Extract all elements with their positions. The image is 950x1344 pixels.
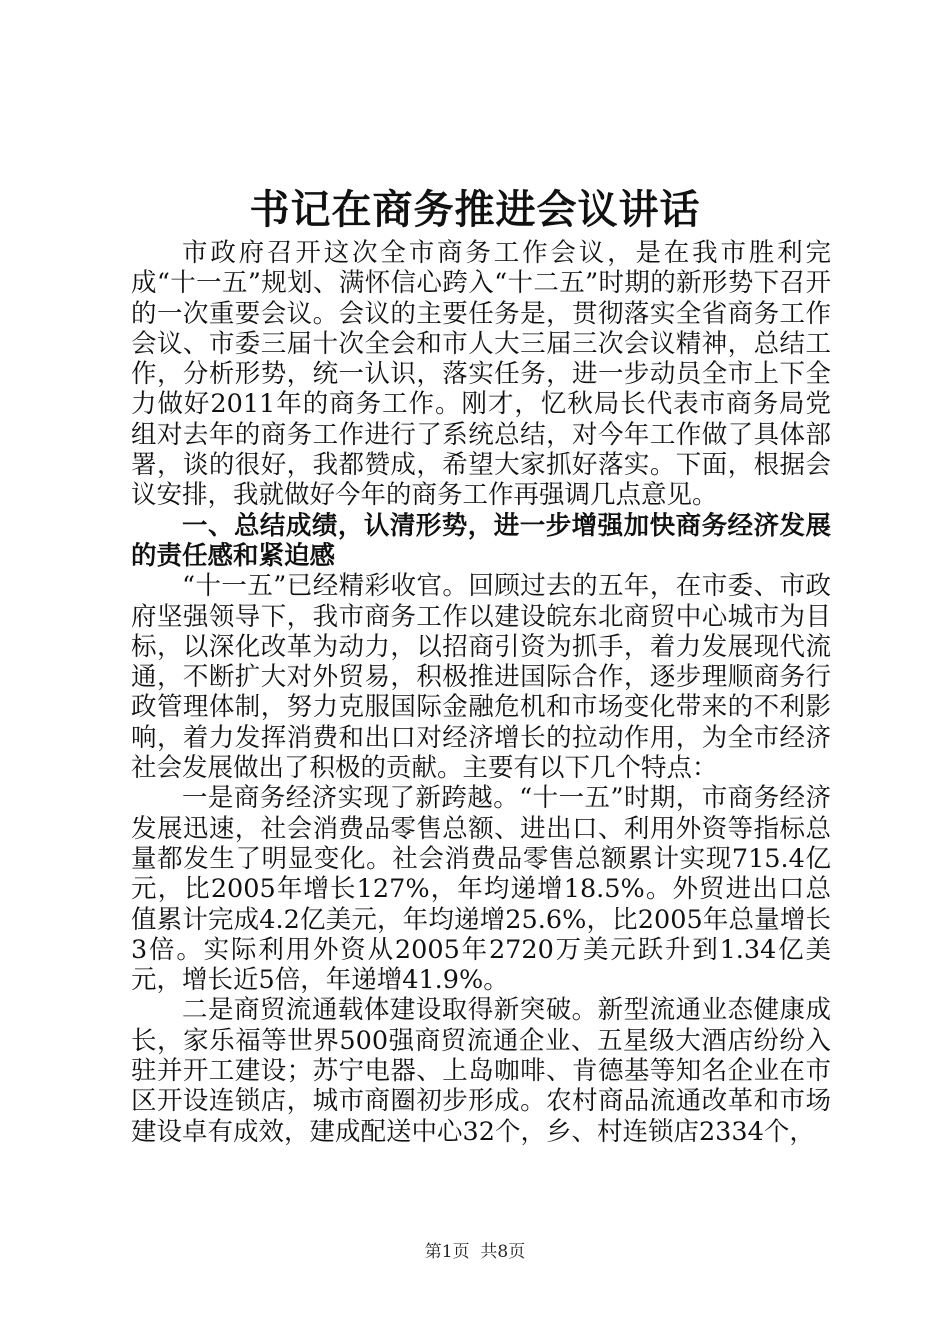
footer-spacer	[470, 1242, 481, 1262]
section-heading-1: 一、总结成绩，认清形势，进一步增强加快商务经济发展的责任感和紧迫感	[131, 510, 831, 571]
paragraph-point-1: 一是商务经济实现了新跨越。“十一五”时期，市商务经济发展迅速，社会消费品零售总额、进出口、利用外资等指标总量都发生了明显变化。社会消费品零售总额累计实现715.4亿元，比2005年增长127%，年均递增18.5%。外贸进出口总值累计完成4.2亿美元，年均递增25.6%，比2005年总量增长3倍。实际利用外资从2005年2720万美元跃升到1.34亿美元，增长近5倍，年递增41.9%。	[131, 783, 831, 996]
paragraph-point-2: 二是商贸流通载体建设取得新突破。新型流通业态健康成长，家乐福等世界500强商贸流通企业、五星级大酒店纷纷入驻并开工建设；苏宁电器、上岛咖啡、肯德基等知名企业在市区开设连锁店，城市商圈初步形成。农村商品流通改革和市场建设卓有成效，建成配送中心32个，乡、村连锁店2334个，	[131, 995, 831, 1147]
page-total: 共8页	[480, 1242, 526, 1262]
document-body	[131, 238, 831, 1147]
paragraph-intro: 市政府召开这次全市商务工作会议，是在我市胜利完成“十一五”规划、满怀信心跨入“十二五”时期的新形势下召开的一次重要会议。会议的主要任务是，贯彻落实全省商务工作会议、市委三届十次全会和市人大三届三次会议精神，总结工作，分析形势，统一认识，落实任务，进一步动员全市上下全力做好2011年的商务工作。刚才，忆秋局长代表市商务局党组对去年的商务工作进行了系统总结，对今年工作做了具体部署，谈的很好，我都赞成，希望大家抓好落实。下面，根据会议安排，我就做好今年的商务工作再强调几点意见。	[131, 238, 831, 511]
paragraph-review: “十一五”已经精彩收官。回顾过去的五年，在市委、市政府坚强领导下，我市商务工作以建设皖东北商贸中心城市为目标，以深化改革为动力，以招商引资为抓手，着力发展现代流通，不断扩大对外贸易，积极推进国际合作，逐步理顺商务行政管理体制，努力克服国际金融危机和市场变化带来的不利影响，着力发挥消费和出口对经济增长的拉动作用，为全市经济社会发展做出了积极的贡献。主要有以下几个特点：	[131, 571, 831, 784]
page-number: 第1页	[424, 1242, 470, 1262]
document-title: 书记在商务推进会议讲话	[249, 186, 701, 233]
page-footer	[0, 1241, 950, 1263]
